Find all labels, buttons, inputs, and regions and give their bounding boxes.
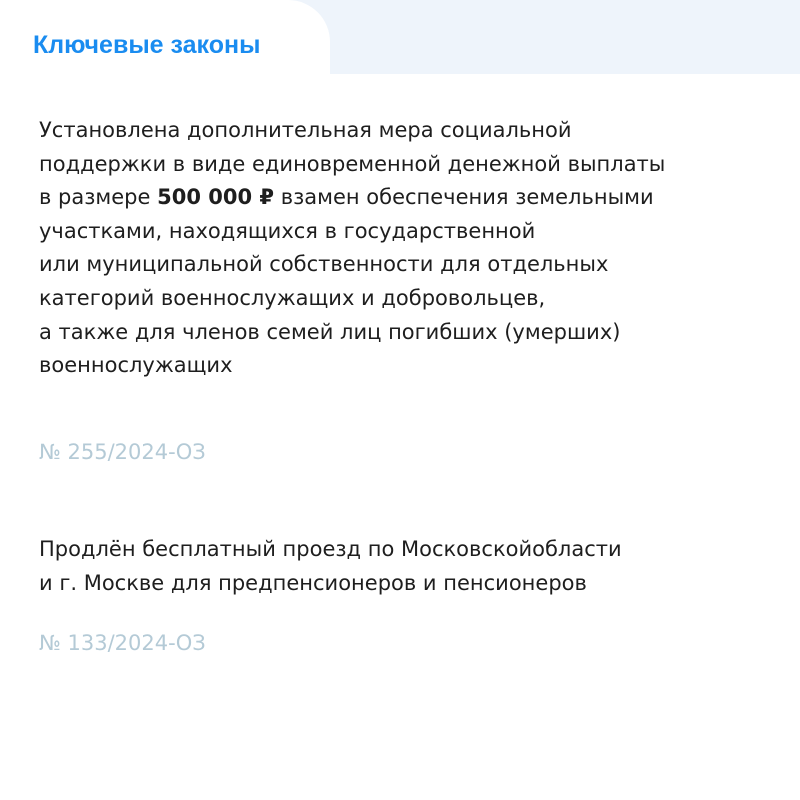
law-description (39, 114, 665, 383)
header-tab (0, 0, 330, 78)
law-text-line: или муниципальной собственности для отдельных (39, 252, 609, 277)
law-text-line: Установлена дополнительная мера социальной (39, 118, 572, 142)
law-text-line: и г. Москве для предпенсионеров и пенсионеров (39, 570, 587, 595)
law-text-line: Продлён бесплатный проезд по Московскойобласти (39, 537, 622, 561)
law-text-line: категорий военнослужащих и добровольцев, (39, 285, 546, 310)
payment-amount: 500 000 ₽ (157, 185, 275, 210)
law-number: № 255/2024-ОЗ (39, 440, 206, 464)
law-text-fragment: взамен обеспечения земельными (274, 185, 654, 210)
law-number: № 133/2024-ОЗ (39, 631, 206, 655)
law-text-line: военнослужащих (39, 353, 233, 378)
law-text-line: а также для членов семей лиц погибших (умерших) (39, 319, 621, 344)
law-text-line: участками, находящихся в государственной (39, 218, 536, 243)
law-text-line: поддержки в виде единовременной денежной выплаты (39, 151, 666, 176)
law-text-fragment: в размере (39, 185, 158, 210)
law-description (39, 533, 622, 600)
page-title: Ключевые законы (33, 31, 261, 59)
law-text-line (39, 181, 665, 215)
